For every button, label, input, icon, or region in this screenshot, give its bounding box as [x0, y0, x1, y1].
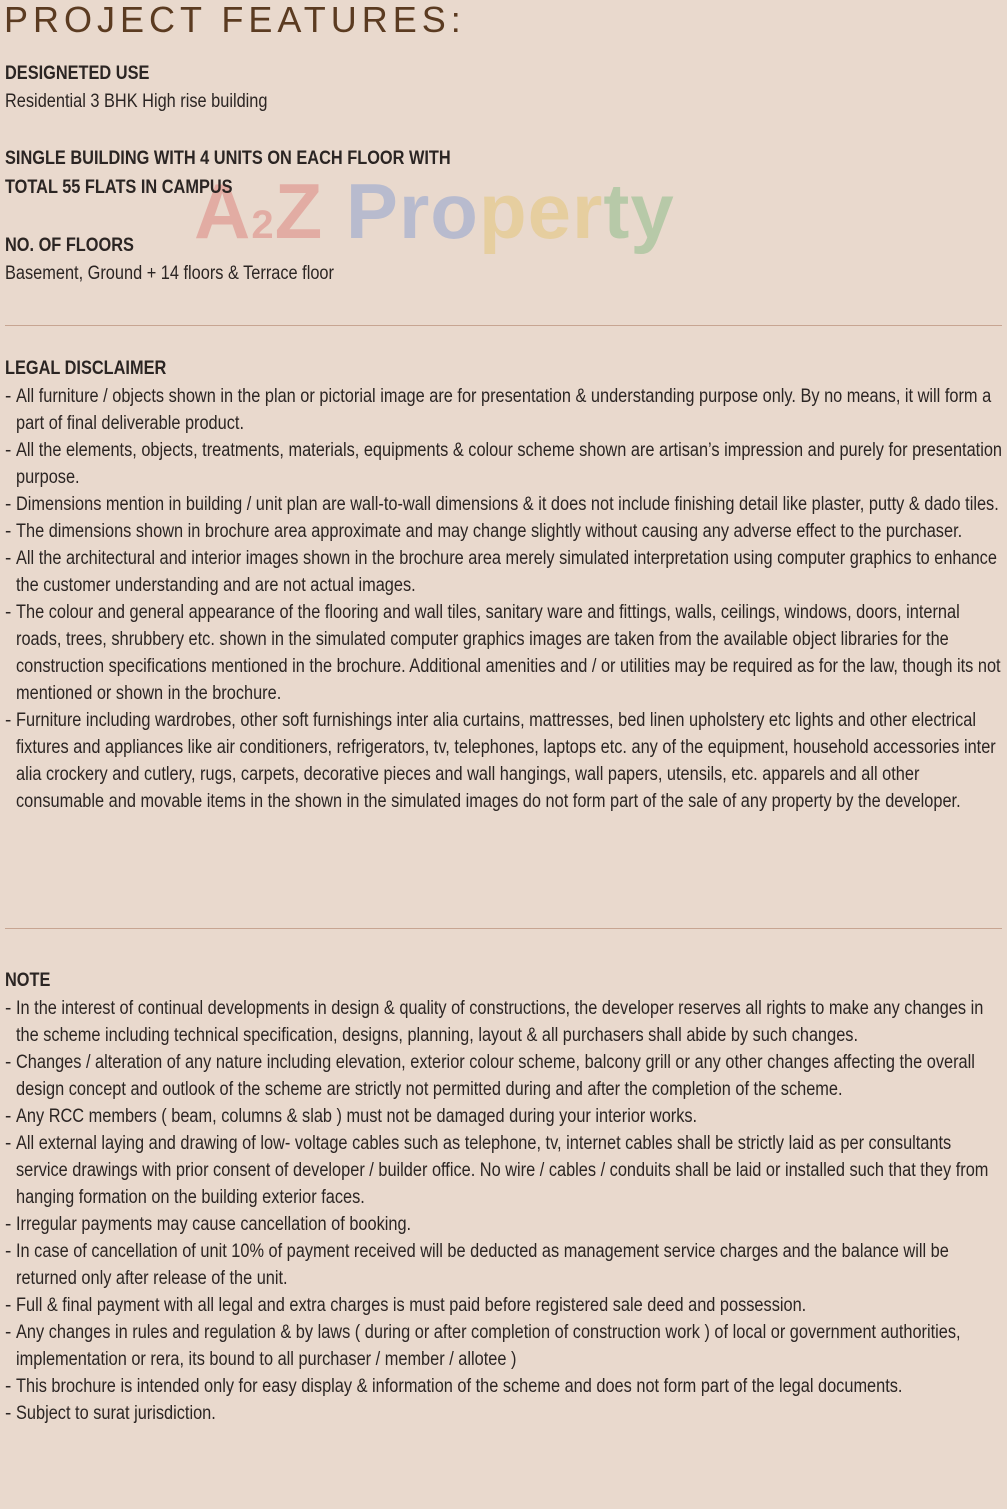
floors-section [5, 231, 1001, 288]
legal-disclaimer-section [5, 354, 1001, 815]
designated-use-heading: DESIGNETED USE [5, 63, 150, 84]
section-divider [5, 928, 1002, 929]
list-item: - All the architectural and interior images shown in the brochure area merely simulated interpretation using computer graphics to enhance the customer understanding and are not actual images. [5, 545, 1001, 599]
list-item: - Full & final payment with all legal and extra charges is must paid before registered sale deed and possession. [5, 1292, 1001, 1319]
building-heading-line2: TOTAL 55 FLATS IN CAMPUS [5, 177, 233, 198]
note-section [5, 966, 1001, 1427]
list-item: - The colour and general appearance of the flooring and wall tiles, sanitary ware and fittings, walls, ceilings, windows, doors, internal roads, trees, shrubbery etc. shown in the simulated computer graphics images are taken from the available object libraries for the construction specifications mentioned in the brochure. Additional amenities and / or utilities may be required as for the law, though its not mentioned or shown in the brochure. [5, 599, 1001, 707]
list-item: - Changes / alteration of any nature including elevation, exterior colour scheme, balcony grill or any other changes affecting the overall design concept and outlook of the scheme are strictly not permitted during and after the completion of the scheme. [5, 1049, 1001, 1103]
floors-heading: NO. OF FLOORS [5, 235, 134, 256]
building-section [5, 144, 1001, 202]
section-divider [5, 325, 1002, 326]
page-title: PROJECT FEATURES: [4, 0, 466, 40]
designated-use-section [5, 59, 1001, 116]
floors-text: Basement, Ground + 14 floors & Terrace floor [5, 263, 334, 284]
building-heading-line1: SINGLE BUILDING WITH 4 UNITS ON EACH FLOOR WITH [5, 148, 451, 169]
list-item: - Any changes in rules and regulation & by laws ( during or after completion of construction work ) of local or government authorities, implementation or rera, its bound to all purchaser / member / allotee ) [5, 1319, 1001, 1373]
list-item: - Furniture including wardrobes, other soft furnishings inter alia curtains, mattresses, bed linen upholstery etc lights and other electrical fixtures and appliances like air conditioners, refrigerators, tv, telephones, laptops etc. any of the equipment, household accessories inter alia crockery and cutlery, rugs, carpets, decorative pieces and wall hangings, wall papers, utensils, etc. apparels and all other consumable and movable items in the shown in the simulated images do not form part of the sale of any property by the developer. [5, 707, 1001, 815]
list-item: - Subject to surat jurisdiction. [5, 1400, 1001, 1427]
list-item: - Any RCC members ( beam, columns & slab ) must not be damaged during your interior works. [5, 1103, 1001, 1130]
legal-disclaimer-list [5, 383, 1001, 815]
list-item: - Irregular payments may cause cancellation of booking. [5, 1211, 1001, 1238]
designated-use-text: Residential 3 BHK High rise building [5, 91, 268, 112]
note-heading: NOTE [5, 970, 51, 991]
list-item: - The dimensions shown in brochure area approximate and may change slightly without causing any adverse effect to the purchaser. [5, 518, 1001, 545]
list-item: - All external laying and drawing of low- voltage cables such as telephone, tv, internet cables shall be strictly laid as per consultants service drawings with prior consent of developer / builder office. No wire / cables / conduits shall be laid or installed such that they from hanging formation on the building exterior faces. [5, 1130, 1001, 1211]
a2z-property-watermark: A2Z Property [194, 167, 675, 255]
list-item: - In the interest of continual developments in design & quality of constructions, the developer reserves all rights to make any changes in the scheme including technical specification, designs, planning, layout & all purchasers shall abide by such changes. [5, 995, 1001, 1049]
list-item: - This brochure is intended only for easy display & information of the scheme and does not form part of the legal documents. [5, 1373, 1001, 1400]
list-item: - Dimensions mention in building / unit plan are wall-to-wall dimensions & it does not include finishing detail like plaster, putty & dado tiles. [5, 491, 1001, 518]
legal-disclaimer-heading: LEGAL DISCLAIMER [5, 358, 167, 379]
list-item: - All the elements, objects, treatments, materials, equipments & colour scheme shown are artisan’s impression and purely for presentation purpose. [5, 437, 1001, 491]
list-item: - All furniture / objects shown in the plan or pictorial image are for presentation & understanding purpose only. By no means, it will form a part of final deliverable product. [5, 383, 1001, 437]
list-item: - In case of cancellation of unit 10% of payment received will be deducted as management service charges and the balance will be returned only after release of the unit. [5, 1238, 1001, 1292]
note-list [5, 995, 1001, 1427]
